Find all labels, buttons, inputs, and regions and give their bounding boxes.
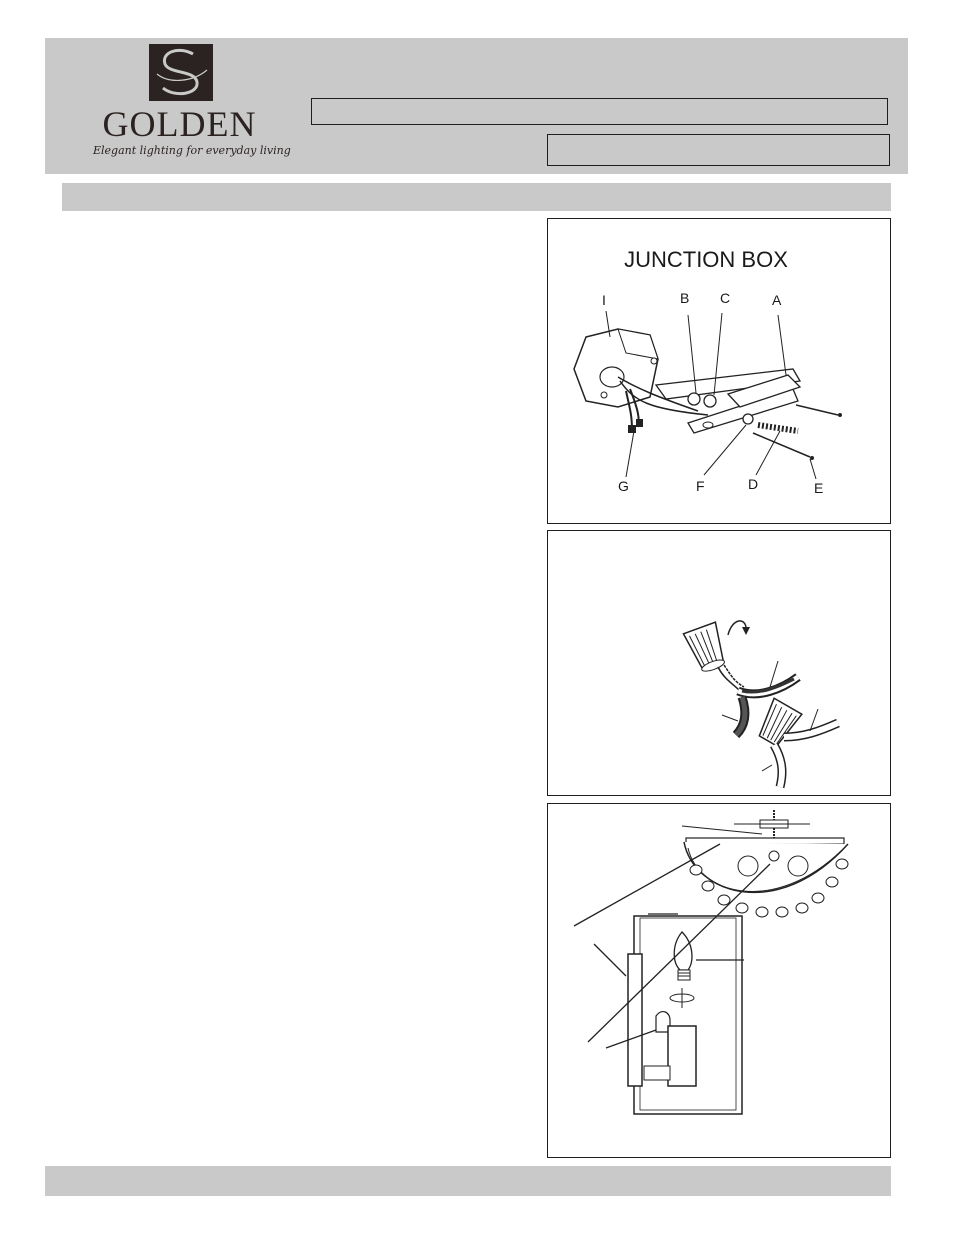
logo-wordmark: GOLDEN (102, 104, 257, 144)
label-d: D (748, 476, 759, 492)
wire-nut-illustration (548, 531, 889, 794)
section-heading-bar (62, 183, 891, 211)
logo-s-icon (149, 44, 213, 101)
label-i: I (602, 292, 606, 308)
logo-tagline: Elegant lighting for everyday living (93, 144, 291, 157)
wire-connector-diagram (547, 530, 891, 796)
title-box (311, 98, 888, 125)
label-a: A (772, 292, 782, 308)
junction-box-illustration (548, 219, 889, 522)
subtitle-box (547, 134, 890, 166)
label-f: F (696, 478, 705, 494)
page-footer-bar (45, 1166, 891, 1196)
label-g: G (618, 478, 629, 494)
logo-mark (149, 44, 213, 101)
fixture-illustration (548, 804, 889, 1156)
fixture-assembly-diagram (547, 803, 891, 1158)
label-c: C (720, 290, 731, 306)
diagram-title: JUNCTION BOX (624, 247, 788, 272)
label-b: B (680, 290, 690, 306)
label-e: E (814, 480, 824, 496)
junction-box-diagram (547, 218, 891, 524)
page-header (45, 38, 908, 174)
